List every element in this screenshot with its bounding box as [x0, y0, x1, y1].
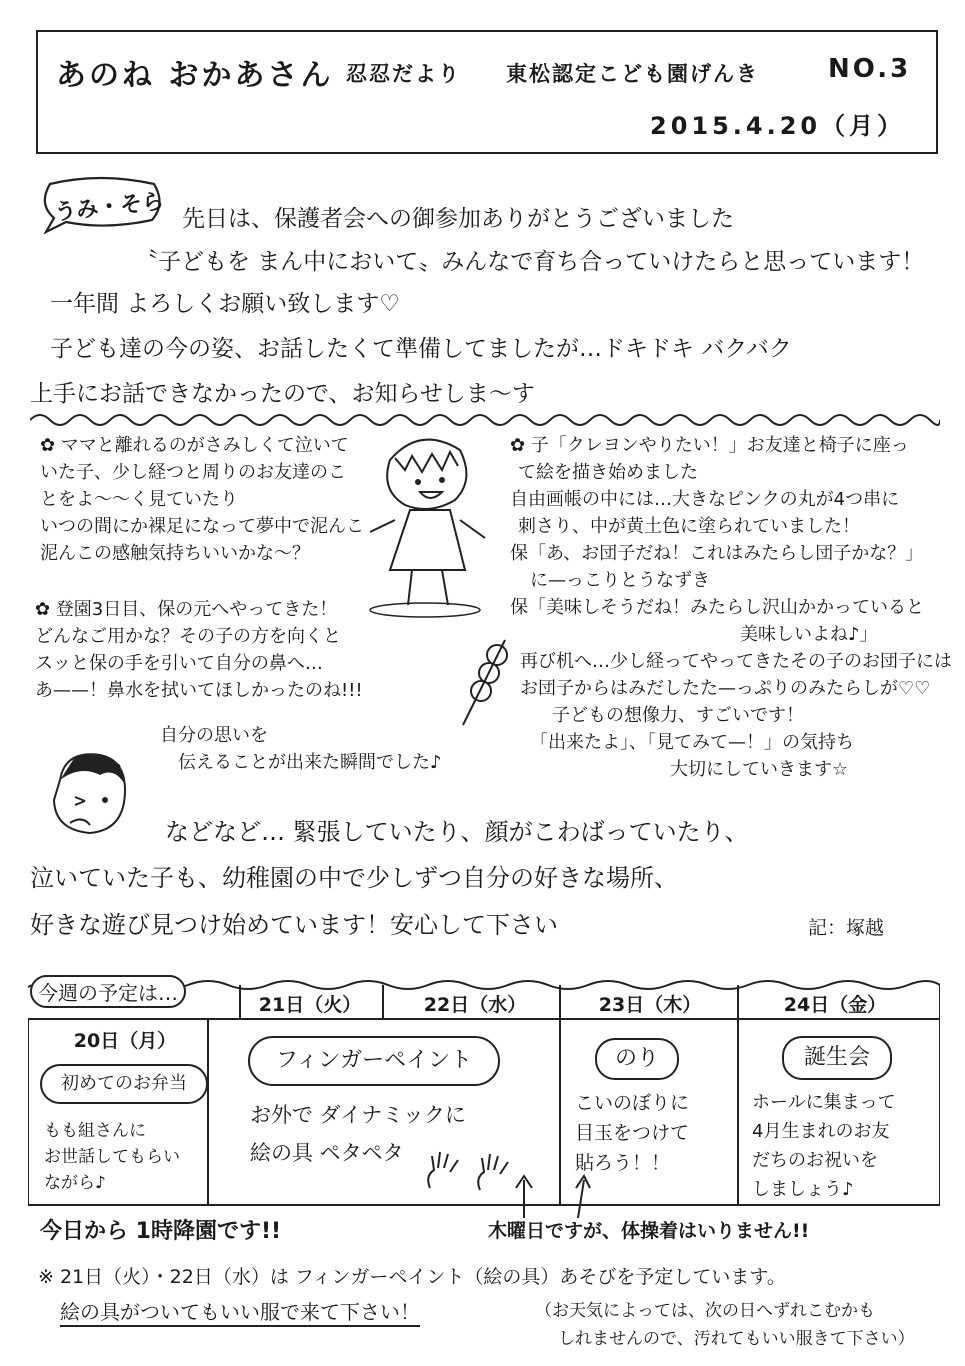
story-line: ✿ 子「クレヨンやりたい！」お友達と椅子に座っ [510, 435, 909, 456]
day-header-23: 23日（木） [598, 994, 702, 1016]
girl-illustration-icon [350, 420, 500, 620]
story-line: 伝えることが出来た瞬間でした♪ [178, 752, 442, 773]
day24-line: だちのお祝いを [752, 1150, 878, 1171]
issue-number: NO.3 [828, 54, 912, 84]
story-line: に—っこりとうなずき [530, 570, 710, 591]
intro-line-4: 子ども達の今の姿、お話したくて準備してましたが…ドキドキ バクバク [50, 336, 792, 362]
day24-label: 誕生会 [782, 1036, 892, 1080]
story-line: いた子、少し経つと周りのお友達のこ [40, 462, 346, 483]
day20-text [44, 1118, 180, 1196]
day20-label: 初めてのお弁当 [40, 1064, 208, 1104]
day-header-24: 24日（金） [783, 994, 887, 1016]
issue-date: 2015.4.20（月） [650, 112, 906, 140]
story-line: ✿ ママと離れるのがさみしくて泣いて [40, 435, 349, 456]
newsletter-subtitle: 忍忍だより [346, 62, 461, 86]
signature: 記：塚越 [808, 917, 885, 939]
summary-line-2: 泣いていた子も、幼稚園の中で少しずつ自分の好きな場所、 [30, 864, 678, 892]
intro-line-2: 〝子どもを まん中において〟みんなで育ち合っていけたらと思っています！ [135, 249, 925, 275]
intro-line-5: 上手にお話できなかったので、お知らせしま〜す [30, 381, 535, 407]
story-line: 大切にしていきます☆ [670, 759, 849, 780]
intro-line-3: 一年間 よろしくお願い致します♡ [50, 291, 400, 317]
story-line: 保「あ、お団子だね！これはみたらし団子かな？」 [510, 543, 924, 564]
summary-line-1: などなど… 緊張していたり、顔がこわばっていたり、 [165, 818, 749, 846]
story-line: 刺さり、中が黄土色に塗られていました！ [518, 516, 860, 537]
school-name: 東松認定こども園げんき [506, 62, 759, 86]
story-line: 泥んこの感触気持ちいいかな〜？ [40, 543, 310, 564]
story-line: 自由画帳の中には…大きなピンクの丸が4つ串に [510, 489, 900, 510]
story-line: 保「美味しそうだね！みたらし沢山かかっていると [510, 597, 924, 618]
note-weather-2: しれませんので、汚れてもいい服きて下さい） [558, 1329, 915, 1349]
day23-line: こいのぼりに [575, 1092, 690, 1114]
dango-icon [455, 635, 515, 730]
day23-text [575, 1088, 689, 1178]
arrow-icon [510, 1172, 600, 1220]
summary-line-3: 好きな遊び見つけ始めています！安心して下さい [30, 911, 558, 939]
hand-print-icon [420, 1148, 520, 1198]
story-line: 再び机へ…少し経ってやってきたその子のお団子には [520, 651, 952, 672]
header-box [36, 30, 938, 154]
day24-line: ホールに集まって [752, 1092, 896, 1113]
finger-paint-line: 絵の具 ペタペタ [250, 1141, 404, 1165]
schedule-heading: 今週の予定は… [30, 975, 186, 1008]
story-line: 美味しいよね♪」 [740, 624, 878, 645]
story-line: 自分の思いを [160, 725, 268, 746]
day-header-21: 21日（火） [258, 994, 362, 1016]
day-header-20: 20日（月） [73, 1030, 177, 1052]
day24-line: 4月生まれのお友 [752, 1121, 890, 1142]
story-line: あ——！鼻水を拭いてほしかったのね!!! [35, 680, 363, 701]
story-line: スッと保の手を引いて自分の鼻へ… [35, 653, 323, 674]
day23-line: 目玉をつけて [575, 1122, 690, 1144]
story-line: ✿ 登園3日目、保の元へやってきた！ [35, 599, 338, 620]
finger-paint-line: お外で ダイナミックに [250, 1103, 466, 1127]
boy-face-icon [40, 745, 140, 845]
story-runny-nose [35, 596, 363, 704]
day23-line: 貼ろう！！ [575, 1152, 671, 1174]
day20-line: もも組さんに [44, 1121, 146, 1141]
story-line: 子どもの想像力、すごいです！ [552, 705, 804, 726]
note-clothes: 絵の具がついてもいい服で来て下さい！ [60, 1296, 420, 1327]
story-line: いつの間にか裸足になって夢中で泥んこ [40, 516, 364, 537]
newsletter-title: あのね おかあさん [56, 58, 334, 93]
notice-early-dismissal: 今日から 1時降園です!! [40, 1219, 282, 1244]
day24-text [752, 1088, 896, 1204]
finger-paint-label: フィンガーペイント [248, 1036, 500, 1086]
story-line: お団子からはみだしたた—っぷりのみたらしが♡♡ [520, 678, 931, 699]
story-moment [160, 722, 442, 776]
story-mud-play [40, 432, 364, 567]
day23-label: のり [595, 1038, 679, 1080]
day-header-22: 22日（水） [423, 994, 527, 1016]
day24-line: しましょう♪ [752, 1179, 854, 1200]
note-finger-paint: ※ 21日（火）・22日（水）は フィンガーペイント（絵の具）あそびを予定しています。 [38, 1266, 786, 1288]
day20-line: ながら♪ [44, 1173, 106, 1193]
story-dango [510, 432, 952, 783]
day20-line: お世話してもらい [44, 1147, 180, 1167]
story-line: どんなご用かな？その子の方を向くと [35, 626, 341, 647]
story-line: 「出来たよ」、「見てみて—！」の気持ち [530, 732, 854, 753]
intro-line-1: 先日は、保護者会への御参加ありがとうございました [182, 206, 734, 232]
note-weather-1: （お天気によっては、次の日へずれこむかも [535, 1301, 875, 1321]
notice-no-gym-clothes: 木曜日ですが、体操着はいりません!! [488, 1220, 810, 1242]
story-line: とをよ〜〜く見ていたり [40, 489, 238, 510]
class-names: うみ・そら [53, 189, 166, 226]
story-line: て絵を描き始めました [518, 462, 698, 483]
